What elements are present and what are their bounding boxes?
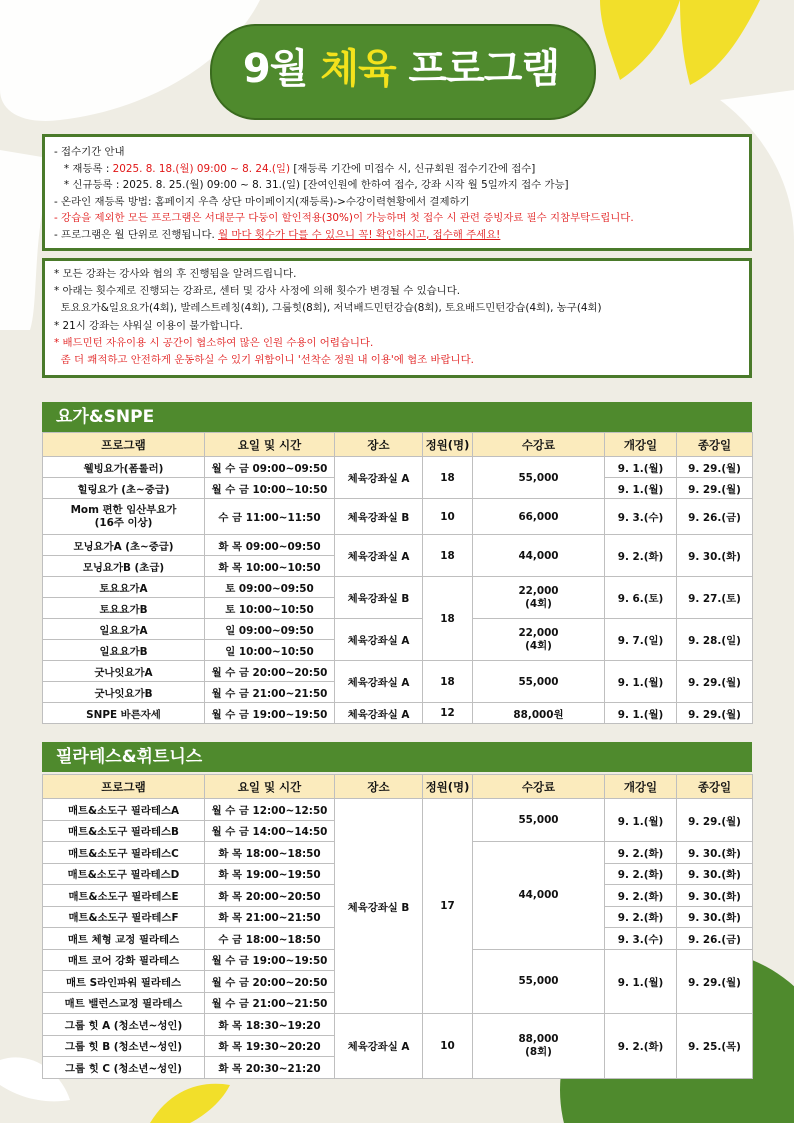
program-cell: 모닝요가A (초~중급) — [43, 535, 205, 556]
time-cell: 월 수 금 14:00~14:50 — [205, 820, 335, 842]
start-cell: 9. 2.(화) — [605, 842, 677, 864]
title-part2: 프로그램 — [395, 46, 560, 92]
time-cell: 일 10:00~10:50 — [205, 640, 335, 661]
end-cell: 9. 30.(화) — [677, 863, 753, 885]
time-cell: 월 수 금 21:00~21:50 — [205, 992, 335, 1014]
place-cell: 체육강좌실 B — [335, 499, 423, 535]
end-cell: 9. 29.(월) — [677, 949, 753, 1014]
start-cell: 9. 1.(월) — [605, 457, 677, 478]
end-cell: 9. 30.(화) — [677, 842, 753, 864]
start-cell: 9. 7.(일) — [605, 619, 677, 661]
time-cell: 화 목 09:00~09:50 — [205, 535, 335, 556]
time-cell: 토 09:00~09:50 — [205, 577, 335, 598]
fee-cell: 55,000 — [473, 799, 605, 842]
program-cell: 매트 코어 강화 필라테스 — [43, 949, 205, 971]
header-time: 요일 및 시간 — [205, 775, 335, 799]
fee-cell: 66,000 — [473, 499, 605, 535]
time-cell: 화 목 20:30~21:20 — [205, 1057, 335, 1079]
section-title-pilates: 필라테스&휘트니스 — [42, 742, 752, 772]
fee-note: (4회) — [525, 597, 552, 610]
time-cell: 수 금 11:00~11:50 — [205, 499, 335, 535]
fee-note: (8회) — [525, 1045, 552, 1058]
header-start: 개강일 — [605, 433, 677, 457]
fee-cell — [473, 1014, 605, 1079]
program-cell: 모닝요가B (초급) — [43, 556, 205, 577]
start-cell: 9. 1.(월) — [605, 799, 677, 842]
notice-line: - 온라인 재등록 방법: 홈페이지 우측 상단 마이페이지(재등록)->수강이력현황에서 결제하기 — [54, 195, 470, 208]
place-cell: 체육강좌실 A — [335, 457, 423, 499]
program-cell: 그룹 힛 B (청소년~성인) — [43, 1035, 205, 1057]
table-row — [43, 619, 753, 640]
start-cell: 9. 1.(월) — [605, 949, 677, 1014]
table-row — [43, 661, 753, 682]
table-header-row — [43, 433, 753, 457]
rule-line: 토요요가&일요요가(4회), 발레스트레칭(4회), 그룹힛(8회), 저녁배드민턴강습(8회), 토요배드민턴강습(4회), 농구(4회) — [57, 302, 602, 315]
place-cell: 체육강좌실 A — [335, 1014, 423, 1079]
end-cell: 9. 27.(토) — [677, 577, 753, 619]
program-cell: 토요요가B — [43, 598, 205, 619]
fee-cell — [473, 577, 605, 619]
table-row — [43, 703, 753, 724]
program-cell — [43, 499, 205, 535]
header-program: 프로그램 — [43, 433, 205, 457]
time-cell: 월 수 금 21:00~21:50 — [205, 682, 335, 703]
end-cell: 9. 30.(화) — [677, 885, 753, 907]
header-end: 종강일 — [677, 775, 753, 799]
start-cell: 9. 3.(수) — [605, 499, 677, 535]
program-cell: 매트&소도구 필라테스B — [43, 820, 205, 842]
time-cell: 일 09:00~09:50 — [205, 619, 335, 640]
program-cell: 매트 체형 교정 필라테스 — [43, 928, 205, 950]
place-cell: 체육강좌실 A — [335, 619, 423, 661]
rule-line: 좀 더 쾌적하고 안전하게 운동하실 수 있기 위함이니 '선착순 정원 내 이용'에 협조 바랍니다. — [57, 354, 474, 367]
capacity-cell: 18 — [423, 577, 473, 661]
start-cell: 9. 1.(월) — [605, 703, 677, 724]
capacity-cell: 10 — [423, 1014, 473, 1079]
time-cell: 화 목 19:00~19:50 — [205, 863, 335, 885]
start-cell: 9. 2.(화) — [605, 535, 677, 577]
notice-line: * 재등록 : 2025. 8. 18.(월) 09:00 ~ 8. 24.(일) [재등록 기간에 미접수 시, 신규회원 접수기간에 접수] — [60, 162, 536, 175]
fee-cell: 55,000 — [473, 949, 605, 1014]
end-cell: 9. 29.(월) — [677, 703, 753, 724]
start-cell: 9. 2.(화) — [605, 906, 677, 928]
program-cell: 토요요가A — [43, 577, 205, 598]
header-program: 프로그램 — [43, 775, 205, 799]
end-cell: 9. 28.(일) — [677, 619, 753, 661]
fee-cell: 44,000 — [473, 842, 605, 950]
pilates-schedule-table — [42, 774, 753, 1079]
program-cell: 웰빙요가(폼롤러) — [43, 457, 205, 478]
start-cell: 9. 2.(화) — [605, 885, 677, 907]
time-cell: 화 목 18:00~18:50 — [205, 842, 335, 864]
rules-notice-box — [42, 258, 752, 378]
table-row — [43, 1014, 753, 1036]
program-cell: 매트&소도구 필라테스D — [43, 863, 205, 885]
program-cell: 매트&소도구 필라테스E — [43, 885, 205, 907]
end-cell: 9. 25.(목) — [677, 1014, 753, 1079]
rule-line: * 21시 강좌는 샤워실 이용이 불가합니다. — [54, 319, 243, 332]
start-cell: 9. 2.(화) — [605, 863, 677, 885]
program-cell: 일요요가A — [43, 619, 205, 640]
header-place: 장소 — [335, 775, 423, 799]
registration-notice-box — [42, 134, 752, 251]
time-cell: 월 수 금 10:00~10:50 — [205, 478, 335, 499]
program-cell: SNPE 바른자세 — [43, 703, 205, 724]
header-capacity: 정원(명) — [423, 775, 473, 799]
time-cell: 월 수 금 19:00~19:50 — [205, 949, 335, 971]
header-time: 요일 및 시간 — [205, 433, 335, 457]
notice-line: - 강습을 제외한 모든 프로그램은 서대문구 다둥이 할인적용(30%)이 가능하며 첫 접수 시 관련 증빙자료 필수 지참부탁드립니다. — [54, 212, 634, 224]
start-cell: 9. 1.(월) — [605, 478, 677, 499]
table-row — [43, 577, 753, 598]
fee-cell: 55,000 — [473, 661, 605, 703]
time-cell: 수 금 18:00~18:50 — [205, 928, 335, 950]
program-name: Mom 편한 임산부요가 — [70, 503, 177, 516]
program-cell: 매트 밸런스교정 필라테스 — [43, 992, 205, 1014]
fee-cell: 55,000 — [473, 457, 605, 499]
leaf-shape — [680, 0, 760, 85]
table-row — [43, 535, 753, 556]
header-fee: 수강료 — [473, 775, 605, 799]
end-cell: 9. 29.(월) — [677, 661, 753, 703]
table-header-row — [43, 775, 753, 799]
table-row — [43, 799, 753, 821]
time-cell: 월 수 금 12:00~12:50 — [205, 799, 335, 821]
time-cell: 화 목 19:30~20:20 — [205, 1035, 335, 1057]
fee-note: (4회) — [525, 639, 552, 652]
section-title-yoga: 요가&SNPE — [42, 402, 752, 432]
time-cell: 화 목 21:00~21:50 — [205, 906, 335, 928]
end-cell: 9. 30.(화) — [677, 535, 753, 577]
start-cell: 9. 3.(수) — [605, 928, 677, 950]
program-cell: 굿나잇요가A — [43, 661, 205, 682]
place-cell: 체육강좌실 B — [335, 799, 423, 1014]
time-cell: 월 수 금 20:00~20:50 — [205, 971, 335, 993]
place-cell: 체육강좌실 A — [335, 535, 423, 577]
header-fee: 수강료 — [473, 433, 605, 457]
time-cell: 화 목 18:30~19:20 — [205, 1014, 335, 1036]
end-cell: 9. 29.(월) — [677, 478, 753, 499]
capacity-cell: 17 — [423, 799, 473, 1014]
capacity-cell: 10 — [423, 499, 473, 535]
capacity-cell: 12 — [423, 703, 473, 724]
notice-line: - 접수기간 안내 — [54, 146, 125, 158]
end-cell: 9. 29.(월) — [677, 799, 753, 842]
start-cell: 9. 1.(월) — [605, 661, 677, 703]
title-part1: 9월 — [242, 46, 321, 92]
fee-cell: 88,000원 — [473, 703, 605, 724]
notice-line: - 프로그램은 월 단위로 진행됩니다. 월 마다 횟수가 다를 수 있으니 꼭! 확인하시고, 접수해 주세요! — [54, 228, 501, 241]
header-end: 종강일 — [677, 433, 753, 457]
time-cell: 화 목 10:00~10:50 — [205, 556, 335, 577]
program-cell: 힐링요가 (초~중급) — [43, 478, 205, 499]
end-cell: 9. 26.(금) — [677, 928, 753, 950]
program-cell: 매트 S라인파워 필라테스 — [43, 971, 205, 993]
program-cell: 일요요가B — [43, 640, 205, 661]
end-cell: 9. 29.(월) — [677, 457, 753, 478]
rule-line: * 아래는 횟수제로 진행되는 강좌로, 센터 및 강사 사정에 의해 횟수가 변경될 수 있습니다. — [54, 285, 461, 298]
table-row — [43, 499, 753, 535]
yoga-schedule-table — [42, 432, 753, 724]
place-cell: 체육강좌실 B — [335, 577, 423, 619]
time-cell: 화 목 20:00~20:50 — [205, 885, 335, 907]
program-note: (16주 이상) — [94, 516, 153, 529]
fee-amount: 22,000 — [518, 626, 559, 639]
start-cell: 9. 6.(토) — [605, 577, 677, 619]
capacity-cell: 18 — [423, 661, 473, 703]
program-cell: 매트&소도구 필라테스F — [43, 906, 205, 928]
fee-amount: 88,000 — [518, 1032, 559, 1045]
start-cell: 9. 2.(화) — [605, 1014, 677, 1079]
table-row — [43, 457, 753, 478]
time-cell: 월 수 금 20:00~20:50 — [205, 661, 335, 682]
leaf-shape — [150, 1084, 230, 1123]
capacity-cell: 18 — [423, 535, 473, 577]
rule-line: * 배드민턴 자유이용 시 공간이 협소하여 많은 인원 수용이 어렵습니다. — [54, 336, 374, 349]
program-cell: 굿나잇요가B — [43, 682, 205, 703]
title-accent: 체육 — [320, 46, 396, 92]
notice-line: * 신규등록 : 2025. 8. 25.(월) 09:00 ~ 8. 31.(일) [잔여인원에 한하여 접수, 강좌 시작 월 5일까지 접수 가능] — [60, 179, 569, 191]
fee-cell: 44,000 — [473, 535, 605, 577]
end-cell: 9. 30.(화) — [677, 906, 753, 928]
capacity-cell: 18 — [423, 457, 473, 499]
end-cell: 9. 26.(금) — [677, 499, 753, 535]
program-cell: 그룹 힛 C (청소년~성인) — [43, 1057, 205, 1079]
time-cell: 월 수 금 09:00~09:50 — [205, 457, 335, 478]
place-cell: 체육강좌실 A — [335, 661, 423, 703]
page-title — [210, 26, 592, 112]
rule-line: * 모든 강좌는 강사와 협의 후 진행됨을 알려드립니다. — [54, 268, 297, 280]
program-cell: 매트&소도구 필라테스A — [43, 799, 205, 821]
fee-cell — [473, 619, 605, 661]
fee-amount: 22,000 — [518, 584, 559, 597]
header-capacity: 정원(명) — [423, 433, 473, 457]
header-place: 장소 — [335, 433, 423, 457]
program-cell: 매트&소도구 필라테스C — [43, 842, 205, 864]
time-cell: 월 수 금 19:00~19:50 — [205, 703, 335, 724]
leaf-shape — [600, 0, 680, 80]
header-start: 개강일 — [605, 775, 677, 799]
place-cell: 체육강좌실 A — [335, 703, 423, 724]
time-cell: 토 10:00~10:50 — [205, 598, 335, 619]
program-cell: 그룹 힛 A (청소년~성인) — [43, 1014, 205, 1036]
